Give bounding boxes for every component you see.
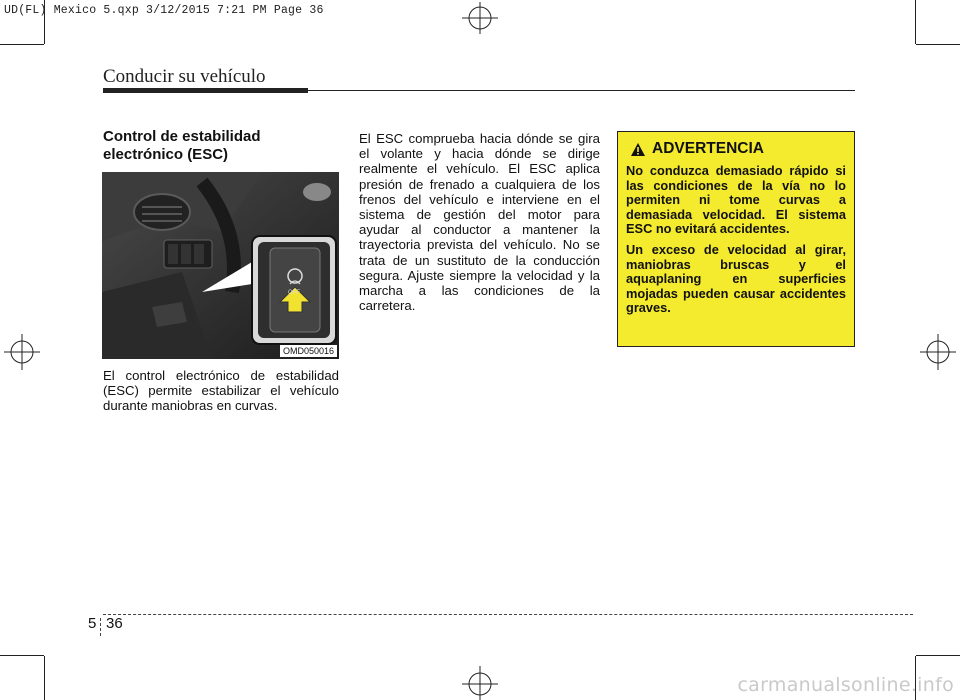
page-heading: Control de estabilidad electrónico (ESC) [103, 128, 261, 163]
crop-mark [916, 655, 960, 656]
section-title: Conducir su vehículo [103, 66, 266, 87]
crop-mark [0, 655, 44, 656]
watermark: carmanualsonline.info [737, 674, 954, 696]
registration-mark-icon [458, 656, 502, 700]
print-slug: UD(FL) Mexico 5.qxp 3/12/2015 7:21 PM Page 36 [4, 4, 324, 17]
header-rule-accent [103, 88, 308, 93]
chapter-number: 5 [88, 615, 97, 632]
registration-mark-icon [458, 0, 502, 44]
warning-paragraph: Un exceso de velocidad al girar, maniobras bruscas y el aquaplaning en superficies mojadas pueden causar accidentes graves. [626, 241, 846, 316]
crop-mark [916, 44, 960, 45]
intro-paragraph: El control electrónico de estabilidad (ESC) permite estabilizar el vehículo durante maniobras en curvas. [103, 368, 339, 414]
crop-mark [0, 44, 44, 45]
warning-title: ADVERTENCIA [652, 140, 764, 157]
footer-separator [100, 618, 101, 636]
esc-description: El ESC comprueba hacia dónde se gira el volante y hacia dónde se dirige realmente el vehículo. El ESC aplica presión de frenado a cualquiera de los frenos del vehículo e interviene en el sistema de gestión del motor para ayudar al conductor a mantener la trayectoria prevista del vehículo. No se trata de un sustituto de la conducción segura. Ajuste siempre la velocidad y la marcha a las condiciones de la carretera. [359, 131, 600, 314]
warning-box [617, 131, 855, 347]
registration-mark-icon [0, 330, 44, 374]
crop-mark [915, 0, 916, 44]
warning-triangle-icon [630, 142, 646, 157]
switch-off-label: OFF [288, 290, 300, 296]
dashboard-illustration [102, 172, 339, 359]
dashboard-photo [102, 172, 339, 359]
footer-rule [103, 614, 913, 615]
page-number: 36 [106, 615, 123, 632]
warning-paragraph: No conduzca demasiado rápido si las condiciones de la vía no lo permiten ni tome curvas a demasiada velocidad. El sistema ESC no evitará accidentes. [626, 163, 846, 237]
crop-mark [44, 656, 45, 700]
photo-code: OMD050016 [280, 345, 337, 357]
registration-mark-icon [916, 330, 960, 374]
warning-header [630, 140, 846, 158]
